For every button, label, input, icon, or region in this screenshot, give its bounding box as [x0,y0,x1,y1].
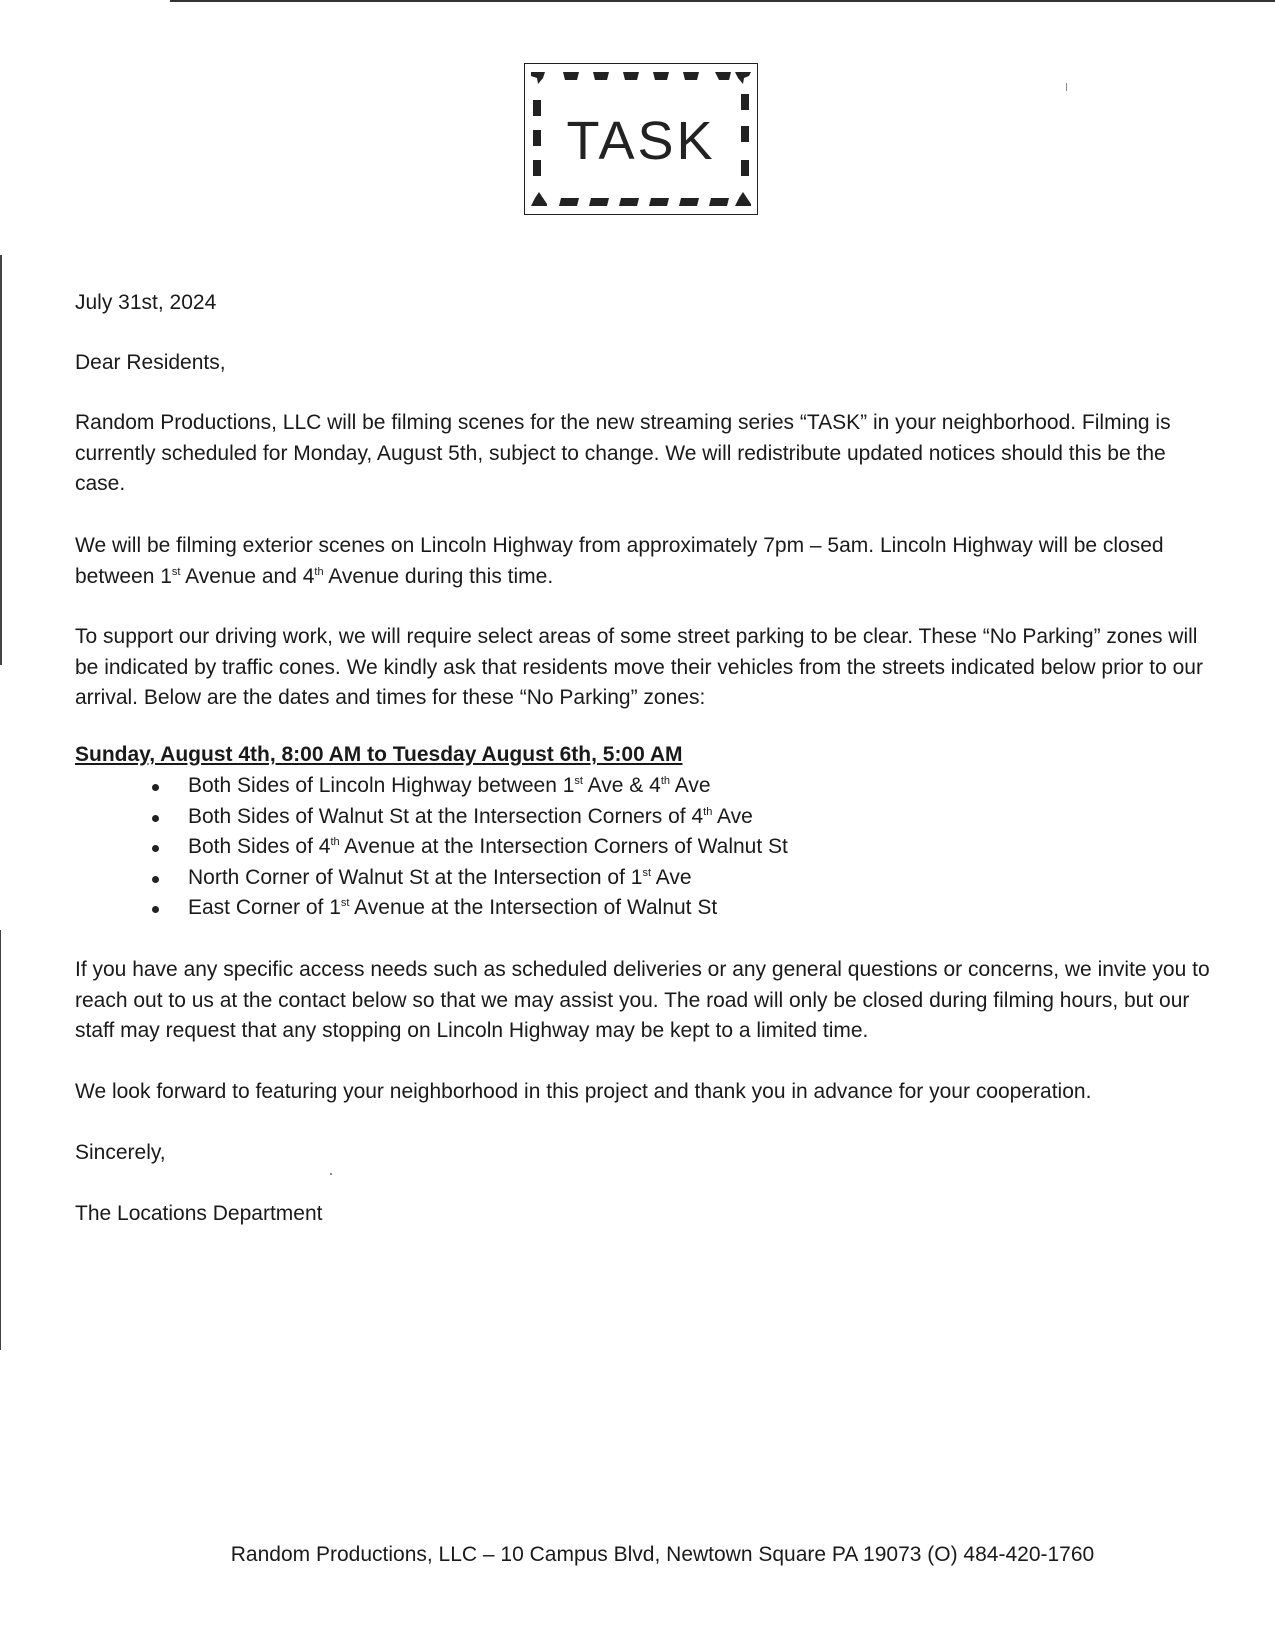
scan-speck [1066,83,1067,91]
no-parking-heading: Sunday, August 4th, 8:00 AM to Tuesday August 6th, 5:00 AM [75,743,683,766]
scan-left-edge-mark [0,255,2,665]
task-logo [524,63,758,215]
scan-top-rule [170,0,1275,2]
paragraph-filming-announcement: Random Productions, LLC will be filming scenes for the new streaming series “TASK” in your neighborhood. Filming is currently scheduled for Monday, August 5th, subject to change. We will redistribute updated notices should this be the case. [75,411,1171,495]
salutation: Dear Residents, [75,351,226,374]
signature: The Locations Department [75,1202,323,1225]
list-item: Both Sides of Walnut St at the Intersection Corners of 4th Ave [150,802,788,833]
no-parking-list [150,771,788,924]
scan-left-edge-mark [0,930,1,1350]
paragraph-thank-you: We look forward to featuring your neighborhood in this project and thank you in advance for your cooperation. [75,1080,1092,1103]
paragraph-access-needs: If you have any specific access needs such as scheduled deliveries or any general questions or concerns, we invite you to reach out to us at the contact below so that we may assist you. The road will only be closed during filming hours, but our staff may request that any stopping on Lincoln Highway may be kept to a limited time. [75,958,1210,1042]
list-item: Both Sides of 4th Avenue at the Intersection Corners of Walnut St [150,832,788,863]
scan-speck [330,1173,332,1175]
paragraph-no-parking: To support our driving work, we will require select areas of some street parking to be clear. These “No Parking” zones will be indicated by traffic cones. We kindly ask that residents move their vehicles from the streets indicated below prior to our arrival. Below are the dates and times for these “No Parking” zones: [75,625,1203,709]
letter-date: July 31st, 2024 [75,291,217,314]
logo-text: TASK [566,111,716,171]
list-item: North Corner of Walnut St at the Intersection of 1st Ave [150,863,788,894]
list-item: East Corner of 1st Avenue at the Intersection of Walnut St [150,893,788,924]
footer-contact: Random Productions, LLC – 10 Campus Blvd, Newtown Square PA 19073 (O) 484-420-1760 [230,1543,1095,1566]
list-item: Both Sides of Lincoln Highway between 1st Ave & 4th Ave [150,771,788,802]
paragraph-road-closure: We will be filming exterior scenes on Lincoln Highway from approximately 7pm – 5am. Lincoln Highway will be closed between 1st Avenue and 4th Avenue during this time. [75,534,1164,588]
closing: Sincerely, [75,1141,166,1164]
